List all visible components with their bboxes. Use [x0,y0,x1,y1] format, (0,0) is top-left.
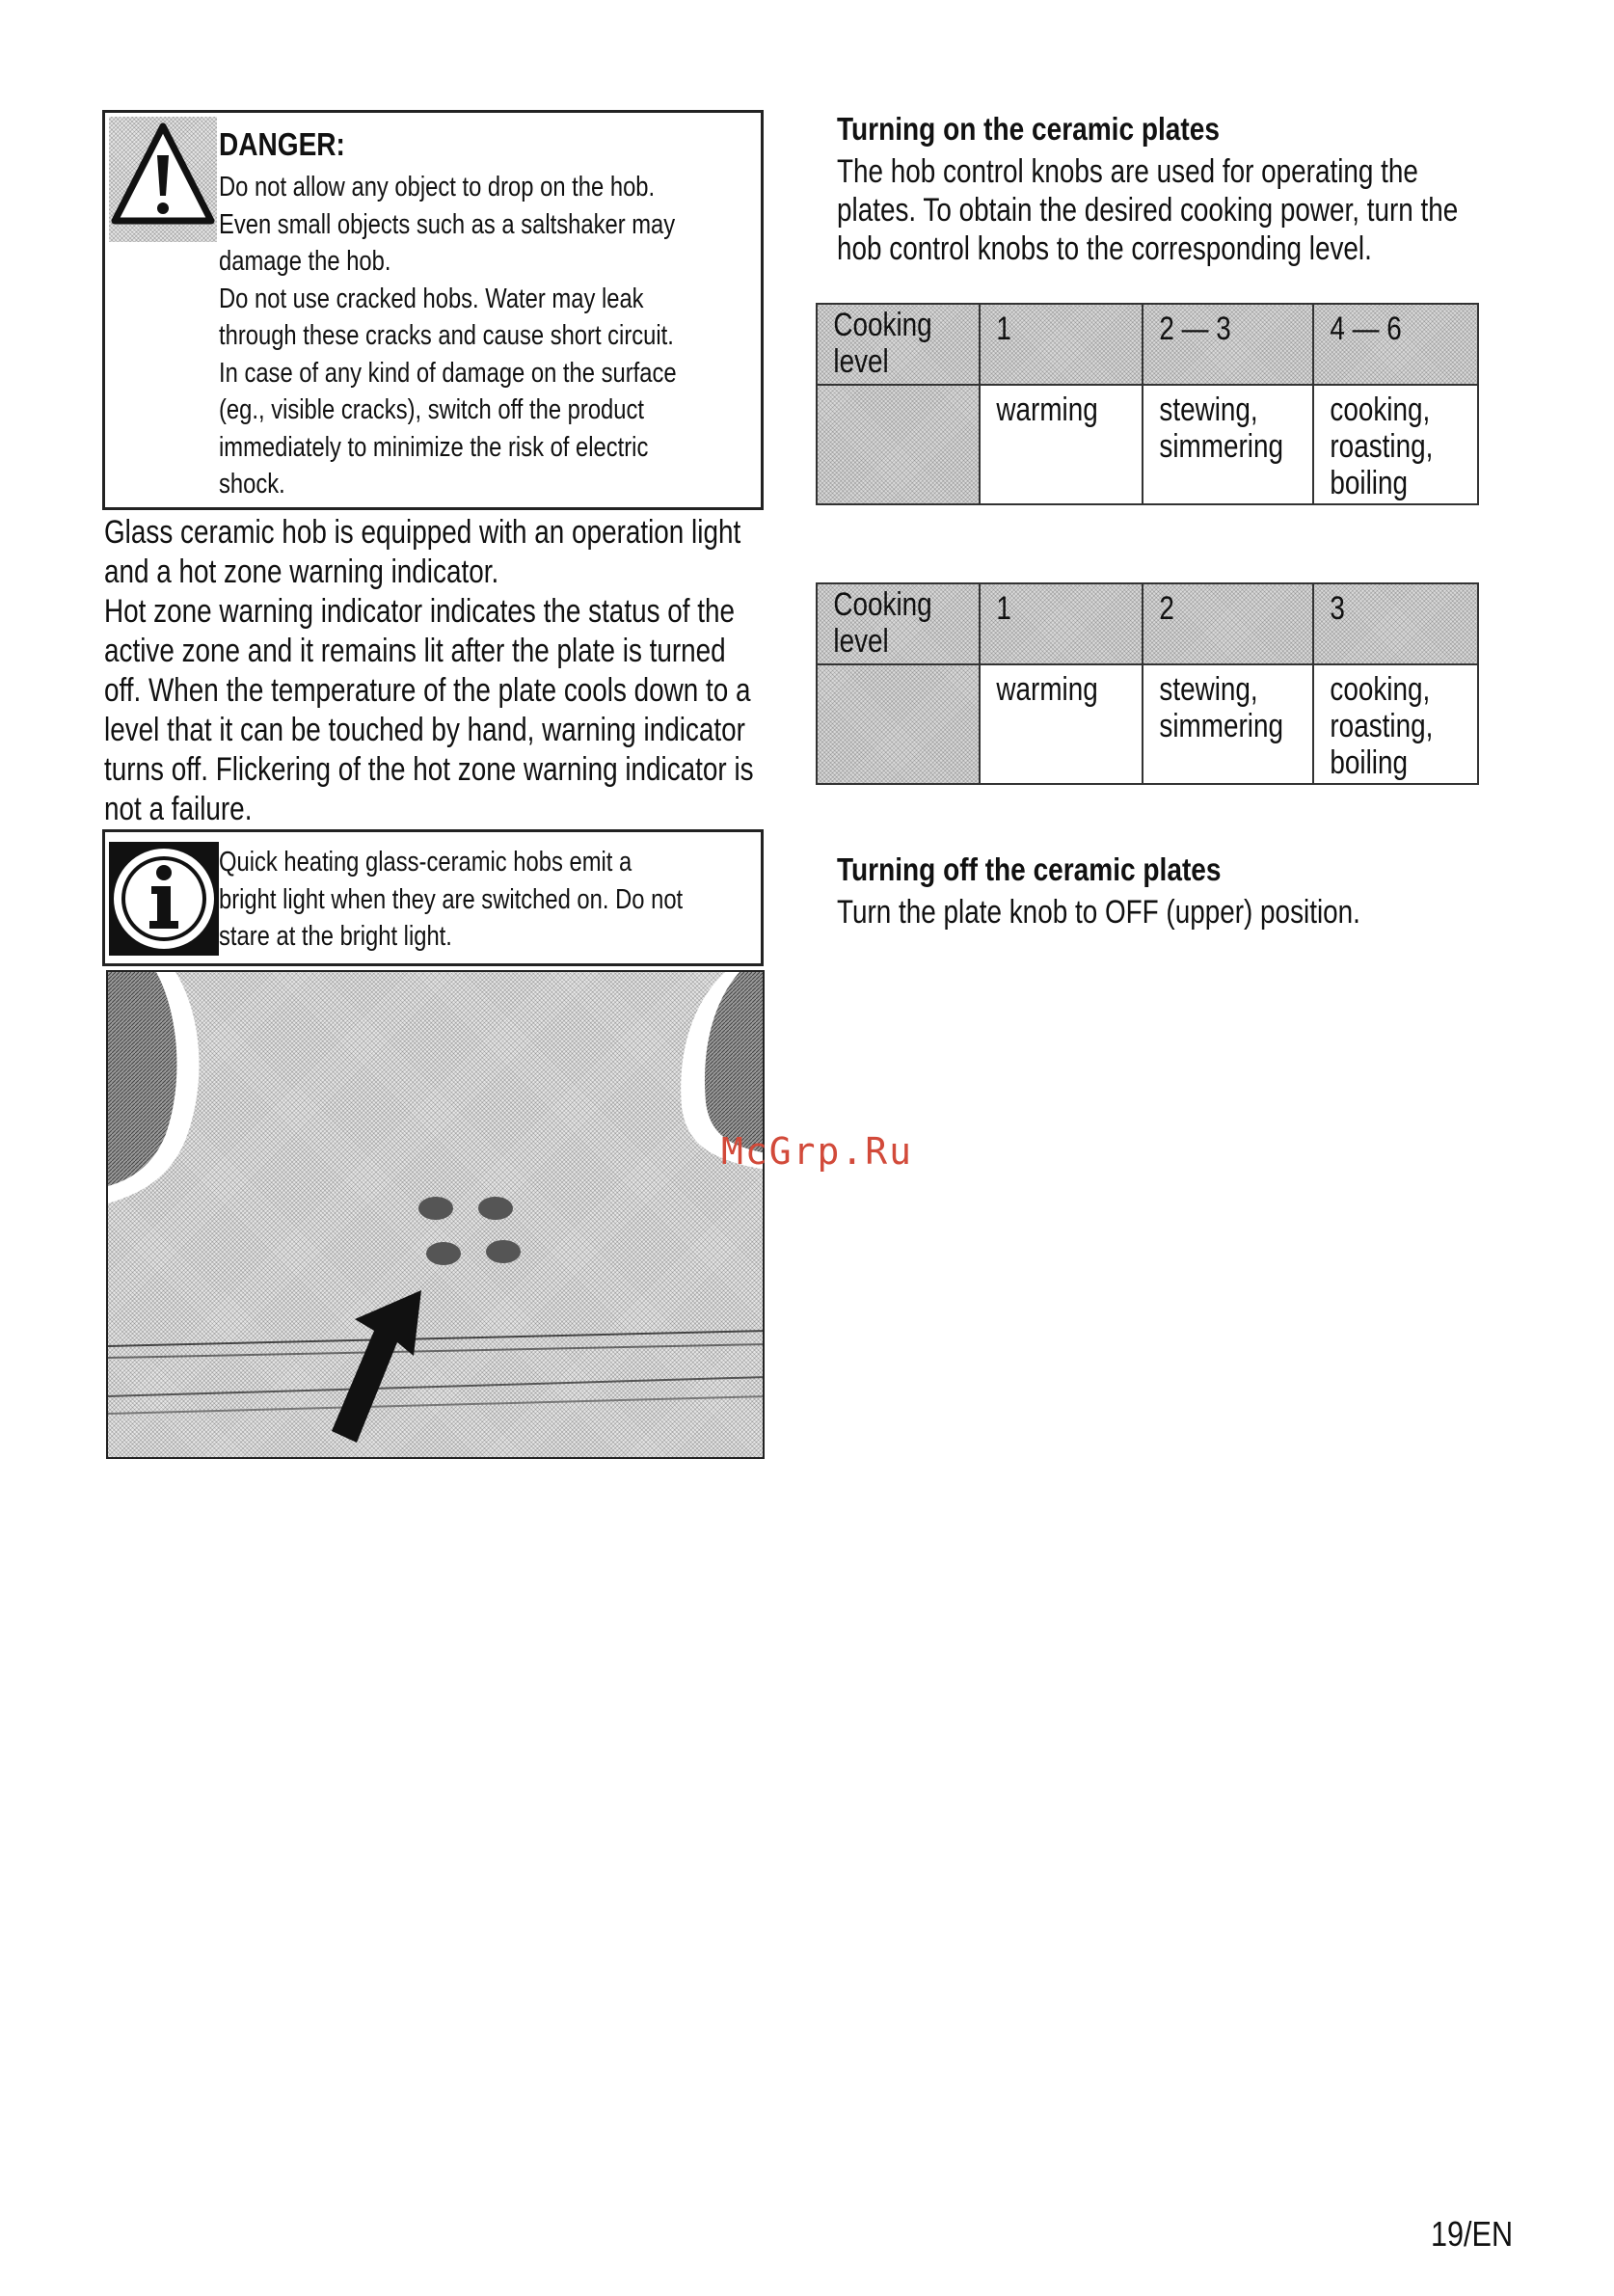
table-cell: warming [996,392,1098,428]
table-header-row [817,304,1478,385]
danger-notice [102,110,764,510]
info-text: Quick heating glass-ceramic hobs emit a bright light when they are switched on. Do not stare at the bright light. [219,847,684,952]
turning-off-text: Turn the plate knob to OFF (upper) position. [837,894,1360,931]
table-cell [818,386,950,392]
info-notice [102,829,764,966]
hob-warning-indicator-illustration [106,970,765,1459]
table-header-row [817,583,1478,664]
watermark: McGrp.Ru [721,1130,914,1173]
table-header-cell: 1 [996,311,1011,347]
warning-triangle-icon [109,117,217,242]
hot-zone-description: Glass ceramic hob is equipped with an operation light and a hot zone warning indicator. Hot zone warning indicator indicates the status of the active zone and it remains lit after the plate is turned off. When the temperature of the plate cools down to a level that it can be touched by hand, warning indicator turns off. Flickering of the hot zone warning indicator is not a failure. [104,514,754,827]
table-cell: stewing, simmering [1159,671,1283,744]
info-icon [109,842,219,956]
danger-text: Do not allow any object to drop on the hob. Even small objects such as a saltshaker may damage the hob. Do not use cracked hobs. Water may leak through these cracks and cause short circuit. In case of any kind of damage on the surface (eg., visible cracks), switch off the product immediately to minimize the risk of electric shock. [219,172,677,500]
turning-on-text: The hob control knobs are used for operating the plates. To obtain the desired cooking power, turn the hob control knobs to the corresponding level. [837,153,1459,267]
table-cell: warming [996,671,1098,708]
turning-on-heading: Turning on the ceramic plates [837,111,1220,147]
table-cell: cooking, roasting, boiling [1330,392,1434,501]
table-header-cell: 2 [1159,590,1174,627]
table-header-cell: 2 — 3 [1159,311,1231,347]
table-cell: stewing, simmering [1159,392,1283,465]
page-number: 19/EN [1431,2214,1514,2254]
turning-off-heading: Turning off the ceramic plates [837,851,1222,887]
table-header-cell: Cooking level [833,307,932,380]
table-header-cell: 4 — 6 [1330,311,1402,347]
table-row [817,385,1478,504]
table-header-cell: 1 [996,590,1011,627]
table-header-cell: 3 [1330,590,1345,627]
table-cell: cooking, roasting, boiling [1330,671,1434,781]
danger-title: DANGER: [219,126,345,162]
cooking-level-table-2 [816,582,1479,785]
table-row [817,664,1478,784]
table-cell [818,665,950,671]
table-header-cell: Cooking level [833,586,932,660]
cooking-level-table-1 [816,303,1479,505]
